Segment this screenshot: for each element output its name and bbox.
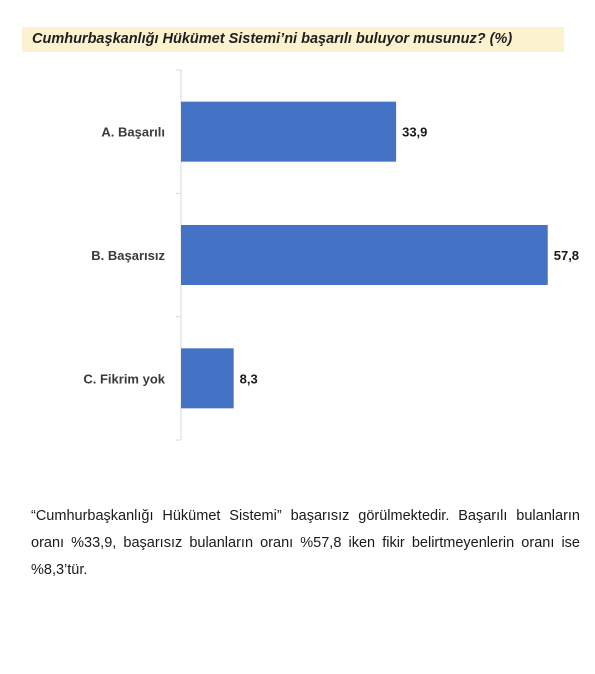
bar-0 xyxy=(181,102,396,162)
chart-title: Cumhurbaşkanlığı Hükümet Sistemi’ni başarılı buluyor musunuz? (%) xyxy=(32,31,513,47)
data-label: 8,3 xyxy=(239,371,258,387)
chart-title-band xyxy=(22,27,564,52)
bar-chart xyxy=(0,60,595,450)
summary-paragraph: “Cumhurbaşkanlığı Hükümet Sistemi” başarısız görülmektedir. Başarılı bulanların oranı %33,9, başarısız bulanların oranı %57,8 iken fikir belirtmeyenlerin oranı ise %8,3’tür. xyxy=(31,508,580,578)
category-label: A. Başarılı xyxy=(101,124,165,140)
bar-1 xyxy=(181,225,548,285)
data-label: 33,9 xyxy=(402,124,428,140)
bar-2 xyxy=(181,348,234,408)
data-label: 57,8 xyxy=(553,248,580,263)
category-label: B. Başarısız xyxy=(91,248,165,263)
category-label: C. Fikrim yok xyxy=(83,371,165,387)
